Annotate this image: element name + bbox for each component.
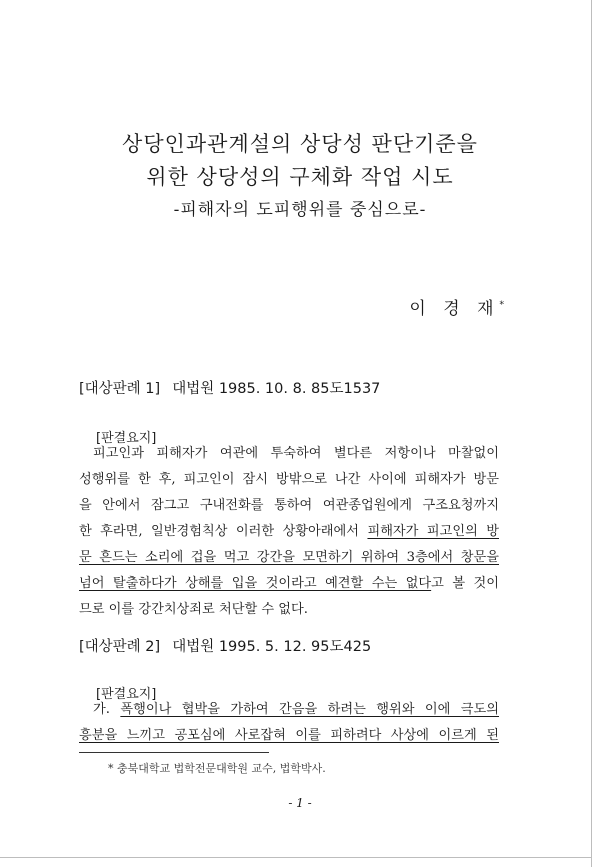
footnote-separator (79, 752, 269, 753)
text-line (79, 545, 499, 571)
page-edge-bottom (0, 857, 592, 858)
author-name (409, 294, 504, 319)
text-segment: 한 후라면, 일반경험칙상 이러한 상황아래에서 (79, 524, 368, 539)
case-2-label: [대상판례 2] (79, 639, 161, 655)
text-segment: 성행위를 한 후, 피고인이 잠시 방밖으로 나간 사이에 피해자가 방문 (79, 472, 499, 487)
case-1-summary-label: [판결요지] (96, 431, 157, 446)
paper-title-line-2: 위한 상당성의 구체화 작업 시도 (146, 165, 454, 189)
underlined-text: 흥분을 느끼고 공포심에 사로잡혀 이를 피하려다 사상에 이르게 된 (79, 728, 499, 743)
author-footnote-marker: * (499, 300, 504, 311)
paper-title-line-1: 상당인과관계설의 상당성 판단기준을 (122, 132, 478, 156)
underlined-text: 피해자가 피고인의 방 (367, 524, 499, 539)
paper-subtitle: -피해자의 도피행위를 중심으로- (173, 200, 427, 220)
case-1-summary-text (79, 441, 499, 623)
text-line (79, 723, 499, 749)
text-segment: 을 안에서 잠그고 구내전화를 통하여 여관종업원에게 구조요청까지 (79, 498, 499, 513)
text-segment: 가. (93, 702, 121, 717)
page-number: - 1 - (288, 796, 312, 810)
text-line (79, 441, 499, 467)
underlined-text: 문 흔드는 소리에 겁을 먹고 강간을 모면하기 위하여 3층에서 창문을 (79, 550, 499, 565)
case-1-label: [대상판례 1] (79, 381, 161, 397)
case-2-heading (79, 635, 371, 656)
text-line (79, 697, 499, 723)
text-line (79, 597, 499, 623)
underlined-text: 넘어 탈출하다가 상해를 입을 것이라고 예견할 수는 없다 (79, 576, 432, 591)
text-line (79, 493, 499, 519)
case-1-citation: 대법원 1985. 10. 8. 85도1537 (172, 381, 381, 397)
text-segment: 고 볼 것이 (431, 576, 499, 591)
text-segment: 피고인과 피해자가 여관에 투숙하여 별다른 저항이나 마찰없이 (93, 446, 499, 461)
case-2-summary-label: [판결요지] (96, 687, 157, 702)
footnote: * 충북대학교 법학전문대학원 교수, 법학박사. (108, 762, 326, 775)
case-2-citation: 대법원 1995. 5. 12. 95도425 (172, 639, 372, 655)
text-line (79, 467, 499, 493)
case-2-summary-text (79, 697, 499, 749)
text-segment: 므로 이를 강간치상죄로 처단할 수 없다. (79, 602, 308, 617)
case-1-heading (79, 377, 380, 398)
author-name-text: 이 경 재 (409, 299, 500, 319)
underlined-text: 폭행이나 협박을 가하여 간음을 하려는 행위와 이에 극도의 (120, 702, 499, 717)
text-line (79, 519, 499, 545)
text-line (79, 571, 499, 597)
